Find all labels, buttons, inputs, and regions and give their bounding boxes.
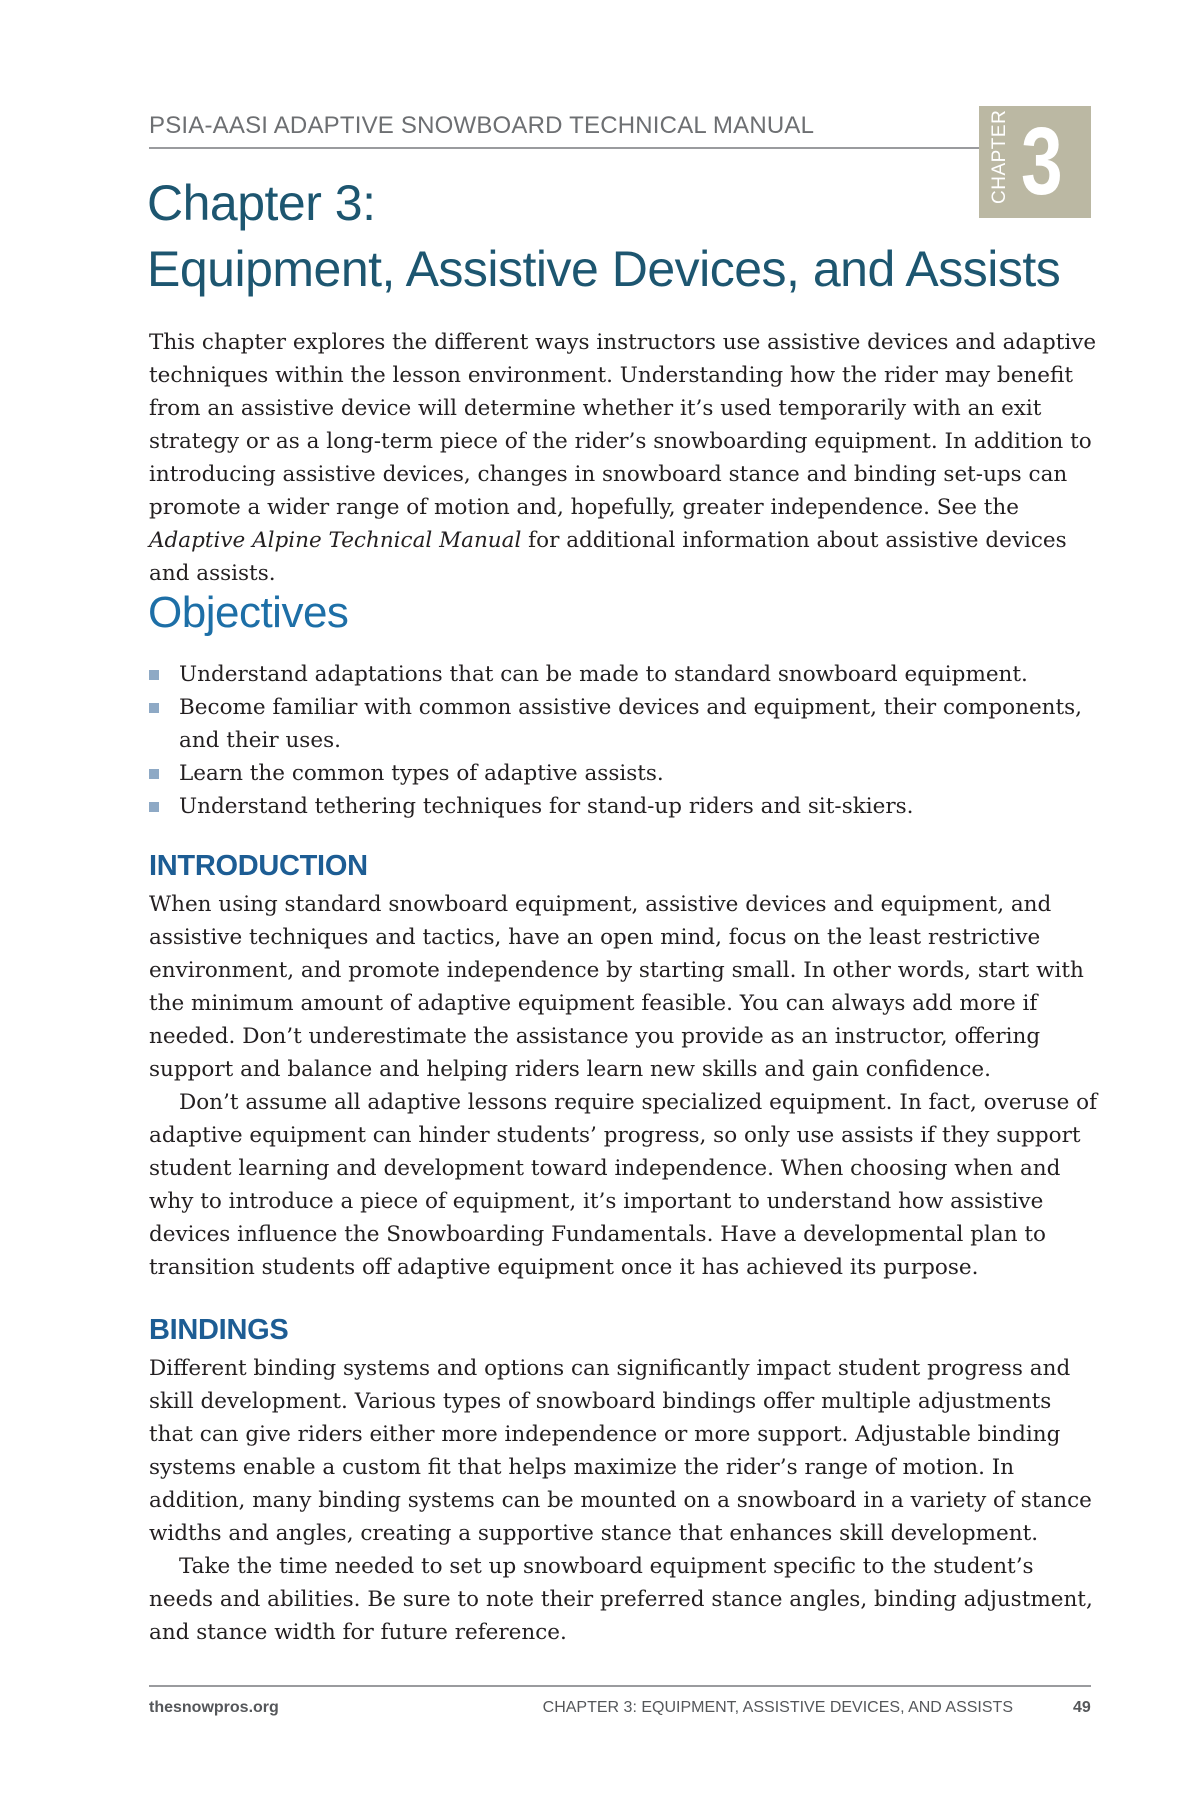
introduction-paragraph-1: When using standard snowboard equipment, assistive devices and equipment, and assistive techniques and tactics, have an open mind, focus on the least restrictive environment, and promote independence by starting small. In other words, start with the minimum amount of adaptive equipment feasible. You can always add more if needed. Don’t underestimate the assistance you provide as an instructor, offering support and balance and helping riders learn new skills and gain confidence.: [149, 892, 1084, 1082]
square-bullet-icon: [149, 670, 159, 680]
bindings-paragraph-1: Different binding systems and options can significantly impact student progress and skill development. Various types of snowboard bindings offer multiple adjustments that can give riders either more independence or more support. Adjustable binding systems enable a custom fit that helps maximize the rider’s range of motion. In addition, many binding systems can be mounted on a snowboard in a variety of stance widths and angles, creating a supportive stance that enhances skill development.: [149, 1356, 1092, 1546]
square-bullet-icon: [149, 802, 159, 812]
chapter-tab-number: 3: [1021, 108, 1063, 215]
square-bullet-icon: [149, 703, 159, 713]
objective-text: Understand tethering techniques for stand-up riders and sit-skiers.: [179, 794, 914, 819]
bindings-body: [149, 1352, 1099, 1649]
list-item: [149, 691, 1099, 757]
chapter-title-line-1: Chapter 3:: [147, 175, 376, 231]
page-number: 49: [1073, 1699, 1091, 1716]
objective-text: Learn the common types of adaptive assists.: [179, 761, 664, 786]
chapter-tab-word: CHAPTER: [989, 109, 1010, 204]
chapter-title-line-2: Equipment, Assistive Devices, and Assists: [147, 241, 1061, 297]
chapter-title: [147, 170, 1097, 302]
intro-italic-title: Adaptive Alpine Technical Manual: [149, 528, 522, 553]
footer-rule: [149, 1685, 1091, 1687]
objectives-list: [149, 658, 1099, 823]
objective-text: Understand adaptations that can be made to standard snowboard equipment.: [179, 662, 1028, 687]
list-item: [149, 757, 1099, 790]
bindings-heading: BINDINGS: [149, 1314, 289, 1346]
intro-text-end: for additional information about assistive devices and assists.: [149, 528, 1067, 586]
introduction-heading: INTRODUCTION: [149, 850, 368, 882]
header-rule: [149, 147, 981, 149]
running-head: PSIA-AASI ADAPTIVE SNOWBOARD TECHNICAL MANUAL: [149, 112, 815, 139]
list-item: [149, 790, 1099, 823]
footer-website: thesnowpros.org: [149, 1699, 279, 1716]
footer-chapter-label: CHAPTER 3: EQUIPMENT, ASSISTIVE DEVICES, AND ASSISTS: [542, 1699, 1013, 1716]
introduction-paragraph-2: Don’t assume all adaptive lessons require specialized equipment. In fact, overuse of adaptive equipment can hinder students’ progress, so only use assists if they support student learning and development toward independence. When choosing when and why to introduce a piece of equipment, it’s important to understand how assistive devices influence the Snowboarding Fundamentals. Have a developmental plan to transition students off adaptive equipment once it has achieved its purpose.: [149, 1090, 1098, 1280]
intro-paragraph: [149, 326, 1099, 590]
objective-text: Become familiar with common assistive devices and equipment, their components, and their uses.: [179, 695, 1083, 753]
list-item: [149, 658, 1099, 691]
intro-text: This chapter explores the different ways instructors use assistive devices and adaptive techniques within the lesson environment. Understanding how the rider may benefit from an assistive device will determine whether it’s used temporarily with an exit strategy or as a long-term piece of the rider’s snowboarding equipment. In addition to introducing assistive devices, changes in snowboard stance and binding set-ups can promote a wider range of motion and, hopefully, greater independence. See the: [149, 330, 1097, 520]
introduction-body: [149, 888, 1099, 1284]
objectives-heading: Objectives: [148, 588, 349, 637]
bindings-paragraph-2: Take the time needed to set up snowboard equipment specific to the student’s needs and abilities. Be sure to note their preferred stance angles, binding adjustment, and stance width for future reference.: [149, 1554, 1093, 1645]
square-bullet-icon: [149, 769, 159, 779]
